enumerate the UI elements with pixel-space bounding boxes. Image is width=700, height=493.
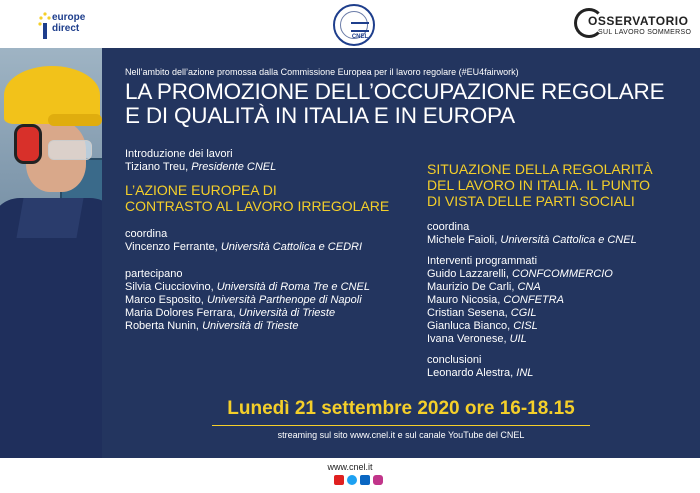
intro-label: Introduzione dei lavori <box>125 148 233 160</box>
twitter-icon[interactable] <box>347 475 357 485</box>
social-icons <box>334 475 382 487</box>
right-column <box>427 161 697 380</box>
left-section-title: L’AZIONE EUROPEA DI CONTRASTO AL LAVORO IRREGOLARE <box>125 182 390 214</box>
osservatorio-logo <box>574 8 694 42</box>
participants-label: partecipano <box>125 268 183 280</box>
right-section-title: SITUAZIONE DELLA REGOLARITÀ DEL LAVORO IN ITALIA. IL PUNTO DI VISTA DELLE PARTI SOCIALI <box>427 161 653 209</box>
building-icon <box>351 22 369 32</box>
participants-list <box>125 281 415 333</box>
interventi-label: Interventi programmati <box>427 255 538 267</box>
list-item: Maurizio De Carli, CNA <box>427 281 541 293</box>
cnel-seal-label: CNEL <box>351 34 369 40</box>
youtube-icon[interactable] <box>334 475 344 485</box>
header <box>0 0 700 48</box>
speakers-list <box>427 268 697 346</box>
list-item: Roberta Nunin, Università di Trieste <box>125 320 299 332</box>
event-title: LA PROMOZIONE DELL’OCCUPAZIONE REGOLARE E DI QUALITÀ IN ITALIA E IN EUROPA <box>125 79 665 128</box>
left-coord-label: coordina <box>125 228 168 240</box>
site-link[interactable]: www.cnel.it <box>327 462 373 472</box>
list-item: Cristian Sesena, CGIL <box>427 307 537 319</box>
event-date: Lunedì 21 settembre 2020 ore 16-18.15 <box>227 398 575 419</box>
intro-speaker: Tiziano Treu, Presidente CNEL <box>125 161 277 173</box>
left-column <box>125 148 415 333</box>
europe-direct-logo <box>38 8 98 42</box>
conclusions-label: conclusioni <box>427 354 482 366</box>
date-underline <box>212 425 590 426</box>
right-coord-label: coordina <box>427 221 470 233</box>
list-item: Guido Lazzarelli, CONFCOMMERCIO <box>427 268 613 280</box>
ear-protection-icon <box>14 124 42 164</box>
list-item: Gianluca Bianco, CISL <box>427 320 538 332</box>
streaming-info: streaming sul sito www.cnel.it e sul canale YouTube del CNEL <box>277 430 525 440</box>
list-item: Mauro Nicosia, CONFETRA <box>427 294 564 306</box>
event-panel <box>102 48 700 458</box>
left-coord-name: Vincenzo Ferrante, Università Cattolica e CEDRI <box>125 241 363 253</box>
linkedin-icon[interactable] <box>360 475 370 485</box>
list-item: Maria Dolores Ferrara, Università di Trieste <box>125 307 336 319</box>
footer <box>0 458 700 493</box>
context-line: Nell’ambito dell’azione promossa dalla Commissione Europea per il lavoro regolare (#EU4fairwork) <box>125 67 519 77</box>
europe-direct-line-1: europe <box>52 12 86 23</box>
eu-stars-icon <box>38 10 52 40</box>
osservatorio-subtitle: SUL LAVORO SOMMERSO <box>598 29 692 36</box>
list-item: Silvia Ciucciovino, Università di Roma Tre e CNEL <box>125 281 370 293</box>
list-item: Ivana Veronese, UIL <box>427 333 527 345</box>
osservatorio-title: OSSERVATORIO <box>588 14 689 28</box>
europe-direct-line-2: direct <box>52 23 80 34</box>
list-item: Marco Esposito, Università Parthenope di Napoli <box>125 294 362 306</box>
right-coord-name: Michele Faioli, Università Cattolica e CNEL <box>427 234 637 246</box>
instagram-icon[interactable] <box>373 475 383 485</box>
worker-photo <box>0 48 102 458</box>
conclusions-speaker: Leonardo Alestra, INL <box>427 367 534 379</box>
cnel-seal <box>333 4 375 46</box>
